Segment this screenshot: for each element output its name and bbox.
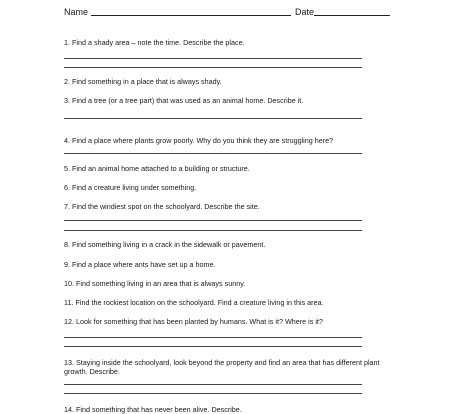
date-field[interactable] bbox=[314, 7, 390, 16]
question-number: 4. bbox=[64, 136, 70, 145]
answer-line[interactable] bbox=[64, 58, 362, 59]
question-11 bbox=[64, 298, 324, 307]
question-text: Find something living in an area that is always sunny. bbox=[76, 279, 246, 288]
question-number: 7. bbox=[64, 202, 70, 211]
question-text: Find a place where ants have set up a home. bbox=[72, 260, 216, 269]
question-text: Look for something that has been planted by humans. What is it? Where is it? bbox=[76, 317, 323, 326]
question-2 bbox=[64, 77, 222, 86]
worksheet-header bbox=[64, 7, 390, 17]
question-8 bbox=[64, 240, 265, 249]
answer-line[interactable] bbox=[64, 153, 362, 154]
question-number: 9. bbox=[64, 260, 70, 269]
question-text: Find a place where plants grow poorly. Why do you think they are struggling here? bbox=[72, 136, 334, 145]
question-number: 1. bbox=[64, 38, 70, 47]
question-10 bbox=[64, 279, 245, 288]
question-number: 12. bbox=[64, 317, 74, 326]
question-text: Find something living in a crack in the sidewalk or pavement. bbox=[72, 240, 266, 249]
question-number: 5. bbox=[64, 164, 70, 173]
question-text: Find the windiest spot on the schoolyard. Describe the site. bbox=[72, 202, 260, 211]
question-text: Find a tree (or a tree part) that was used as an animal home. Describe it. bbox=[72, 96, 304, 105]
question-13 bbox=[64, 358, 394, 376]
question-3 bbox=[64, 96, 303, 105]
question-9 bbox=[64, 260, 215, 269]
question-text: Find something in a place that is always shady. bbox=[72, 77, 222, 86]
answer-line[interactable] bbox=[64, 393, 362, 394]
question-7 bbox=[64, 202, 260, 211]
question-14 bbox=[64, 405, 242, 414]
question-number: 2. bbox=[64, 77, 70, 86]
answer-line[interactable] bbox=[64, 384, 362, 385]
answer-line[interactable] bbox=[64, 67, 362, 68]
date-label: Date bbox=[295, 7, 315, 17]
question-text: Find a creature living under something. bbox=[72, 183, 197, 192]
question-number: 10. bbox=[64, 279, 74, 288]
answer-line[interactable] bbox=[64, 337, 362, 338]
question-number: 8. bbox=[64, 240, 70, 249]
question-number: 6. bbox=[64, 183, 70, 192]
name-label: Name bbox=[64, 7, 89, 17]
question-number: 13. bbox=[64, 358, 74, 367]
answer-line[interactable] bbox=[64, 118, 362, 119]
question-text: Find something that has never been alive. Describe. bbox=[76, 405, 242, 414]
question-number: 3. bbox=[64, 96, 70, 105]
question-6 bbox=[64, 183, 196, 192]
question-number: 14. bbox=[64, 405, 74, 414]
question-number: 11. bbox=[64, 298, 74, 307]
question-text: Find a shady area – note the time. Describe the place. bbox=[72, 38, 245, 47]
name-field[interactable] bbox=[91, 7, 291, 16]
question-12 bbox=[64, 317, 323, 326]
question-5 bbox=[64, 164, 250, 173]
question-text: Find an animal home attached to a building or structure. bbox=[72, 164, 250, 173]
answer-line[interactable] bbox=[64, 346, 362, 347]
question-1 bbox=[64, 38, 245, 47]
question-text: Staying inside the schoolyard, look beyond the property and find an area that has different plant growth. Describe. bbox=[64, 358, 380, 376]
answer-line[interactable] bbox=[64, 220, 362, 221]
question-text: Find the rockiest location on the schoolyard. Find a creature living in this area. bbox=[75, 298, 324, 307]
question-4 bbox=[64, 136, 333, 145]
answer-line[interactable] bbox=[64, 230, 362, 231]
